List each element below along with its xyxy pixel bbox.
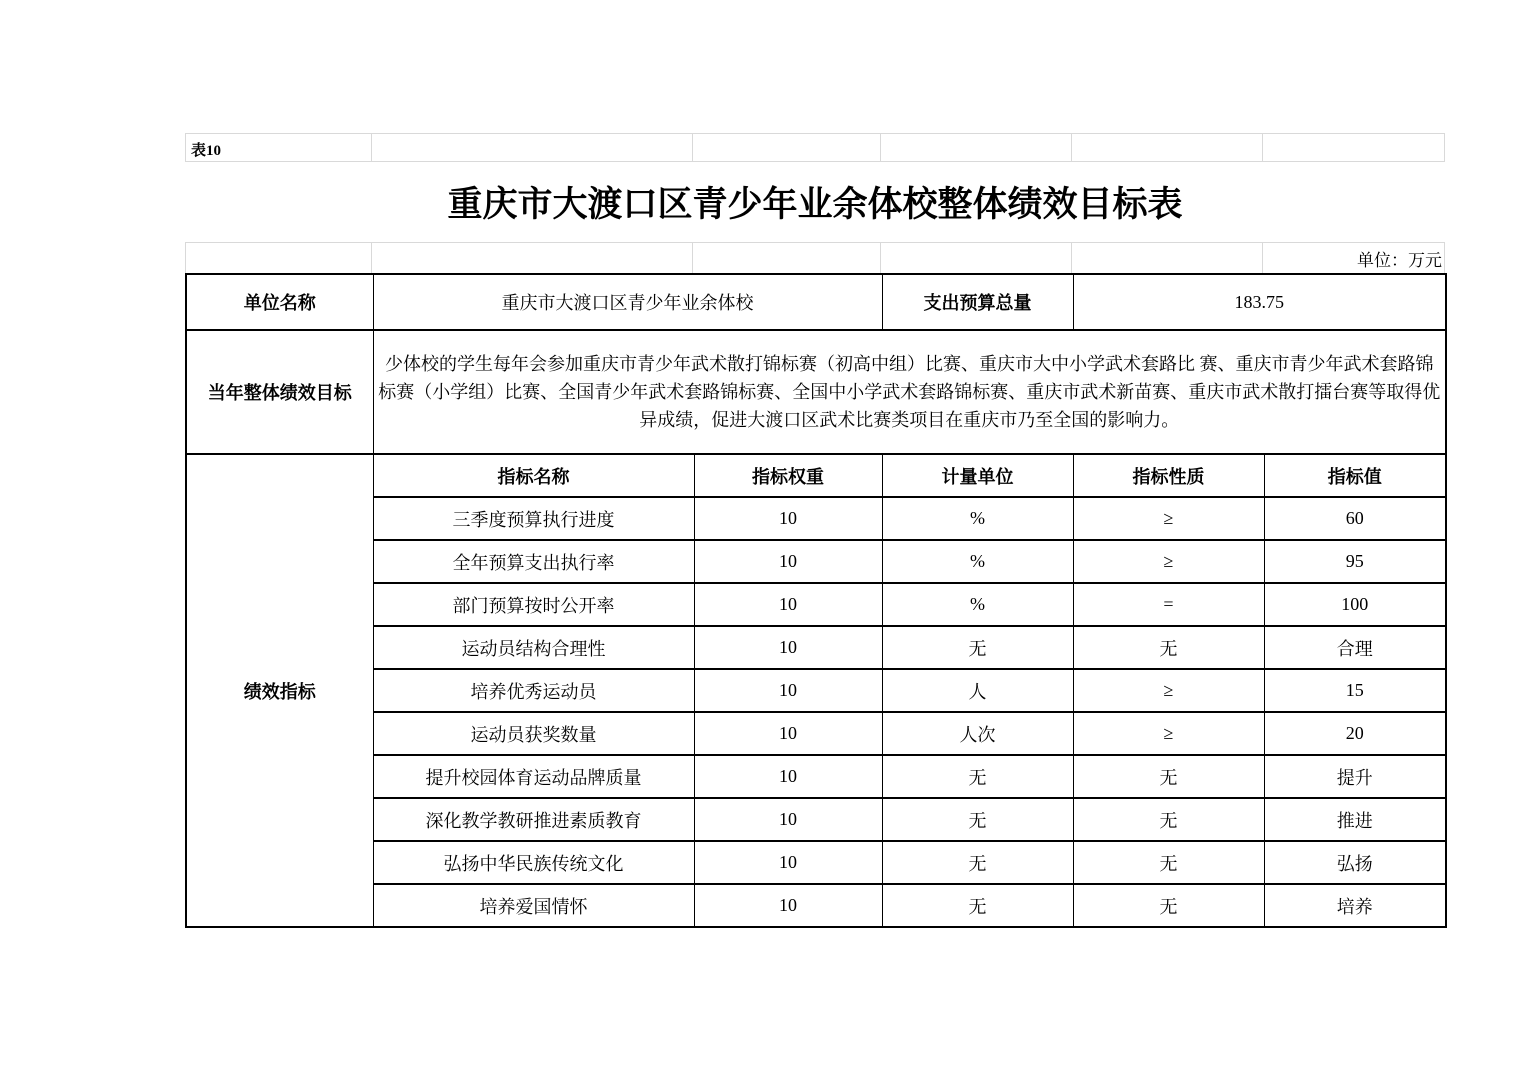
indicator-nature-cell: 无 — [1073, 841, 1264, 884]
indicator-value-cell: 95 — [1264, 540, 1446, 583]
indicator-weight-cell: 10 — [694, 884, 882, 927]
indicator-row — [186, 712, 1446, 755]
spreadsheet-area — [185, 133, 1445, 928]
indicator-row — [186, 884, 1446, 927]
indicator-nature-cell: ≥ — [1073, 669, 1264, 712]
indicator-row — [186, 669, 1446, 712]
grid-cell — [1263, 134, 1445, 161]
indicator-name-cell: 运动员获奖数量 — [373, 712, 694, 755]
indicator-nature-cell: ≥ — [1073, 712, 1264, 755]
unit-name-label: 单位名称 — [186, 274, 373, 330]
indicator-nature-cell: 无 — [1073, 798, 1264, 841]
indicator-row — [186, 798, 1446, 841]
indicator-name-cell: 培养爱国情怀 — [373, 884, 694, 927]
budget-value: 183.75 — [1073, 274, 1446, 330]
indicator-weight-cell: 10 — [694, 798, 882, 841]
indicator-name-cell: 培养优秀运动员 — [373, 669, 694, 712]
grid-cell — [693, 134, 881, 161]
header-measure-unit: 计量单位 — [882, 454, 1073, 497]
indicator-name-cell: 三季度预算执行进度 — [373, 497, 694, 540]
measure-unit-cell: 无 — [882, 884, 1073, 927]
measure-unit-cell: % — [882, 497, 1073, 540]
indicator-row — [186, 841, 1446, 884]
top-grid-row — [185, 133, 1445, 162]
unit-note: 单位：万元 — [1263, 243, 1445, 273]
indicator-weight-cell: 10 — [694, 669, 882, 712]
grid-cell — [372, 243, 693, 273]
header-indicator-value: 指标值 — [1264, 454, 1446, 497]
indicator-row — [186, 626, 1446, 669]
indicator-name-cell: 弘扬中华民族传统文化 — [373, 841, 694, 884]
goal-text: 少体校的学生每年会参加重庆市青少年武术散打锦标赛（初高中组）比赛、重庆市大中小学武术套路比 赛、重庆市青少年武术套路锦标赛（小学组）比赛、全国青少年武术套路锦标赛、全国中小学武术套路锦标赛、重庆市武术新苗赛、重庆市武术散打擂台赛等取得优异成绩，促进大渡口区武术比赛类项目在重庆市乃至全国的影响力。 — [373, 330, 1446, 454]
goal-label: 当年整体绩效目标 — [186, 330, 373, 454]
indicator-weight-cell: 10 — [694, 755, 882, 798]
grid-cell — [1072, 134, 1263, 161]
header-indicator-name: 指标名称 — [373, 454, 694, 497]
measure-unit-cell: 人次 — [882, 712, 1073, 755]
grid-cell — [881, 134, 1072, 161]
indicator-value-cell: 推进 — [1264, 798, 1446, 841]
header-indicator-weight: 指标权重 — [694, 454, 882, 497]
performance-table — [185, 273, 1447, 928]
sheet-label: 表10 — [185, 134, 372, 161]
measure-unit-cell: % — [882, 540, 1073, 583]
measure-unit-cell: 人 — [882, 669, 1073, 712]
indicator-weight-cell: 10 — [694, 626, 882, 669]
indicator-nature-cell: ≥ — [1073, 497, 1264, 540]
grid-cell — [1072, 243, 1263, 273]
indicator-nature-cell: = — [1073, 583, 1264, 626]
header-indicator-nature: 指标性质 — [1073, 454, 1264, 497]
measure-unit-cell: 无 — [882, 626, 1073, 669]
indicator-header-row — [186, 454, 1446, 497]
annual-goal-row — [186, 330, 1446, 454]
indicator-weight-cell: 10 — [694, 497, 882, 540]
measure-unit-cell: 无 — [882, 798, 1073, 841]
indicator-weight-cell: 10 — [694, 583, 882, 626]
indicator-row — [186, 540, 1446, 583]
indicator-row — [186, 755, 1446, 798]
indicator-name-cell: 提升校园体育运动品牌质量 — [373, 755, 694, 798]
grid-cell — [185, 243, 372, 273]
indicator-name-cell: 全年预算支出执行率 — [373, 540, 694, 583]
indicator-value-cell: 提升 — [1264, 755, 1446, 798]
grid-cell — [881, 243, 1072, 273]
measure-unit-cell: % — [882, 583, 1073, 626]
indicator-value-cell: 合理 — [1264, 626, 1446, 669]
indicator-value-cell: 15 — [1264, 669, 1446, 712]
document-title: 重庆市大渡口区青少年业余体校整体绩效目标表 — [185, 162, 1445, 243]
indicator-nature-cell: 无 — [1073, 626, 1264, 669]
indicator-weight-cell: 10 — [694, 540, 882, 583]
indicator-value-cell: 培养 — [1264, 884, 1446, 927]
indicator-name-cell: 运动员结构合理性 — [373, 626, 694, 669]
unit-name-value: 重庆市大渡口区青少年业余体校 — [373, 274, 882, 330]
indicator-value-cell: 100 — [1264, 583, 1446, 626]
budget-label: 支出预算总量 — [882, 274, 1073, 330]
unit-info-row — [186, 274, 1446, 330]
indicator-row — [186, 583, 1446, 626]
indicator-value-cell: 20 — [1264, 712, 1446, 755]
unit-note-row — [185, 243, 1445, 273]
measure-unit-cell: 无 — [882, 755, 1073, 798]
indicator-value-cell: 60 — [1264, 497, 1446, 540]
indicator-name-cell: 深化教学教研推进素质教育 — [373, 798, 694, 841]
measure-unit-cell: 无 — [882, 841, 1073, 884]
indicator-nature-cell: 无 — [1073, 884, 1264, 927]
indicator-value-cell: 弘扬 — [1264, 841, 1446, 884]
indicators-section-label: 绩效指标 — [186, 454, 373, 927]
grid-cell — [693, 243, 881, 273]
grid-cell — [372, 134, 693, 161]
indicator-weight-cell: 10 — [694, 712, 882, 755]
indicator-name-cell: 部门预算按时公开率 — [373, 583, 694, 626]
indicator-nature-cell: 无 — [1073, 755, 1264, 798]
indicator-row — [186, 497, 1446, 540]
indicator-nature-cell: ≥ — [1073, 540, 1264, 583]
indicator-weight-cell: 10 — [694, 841, 882, 884]
